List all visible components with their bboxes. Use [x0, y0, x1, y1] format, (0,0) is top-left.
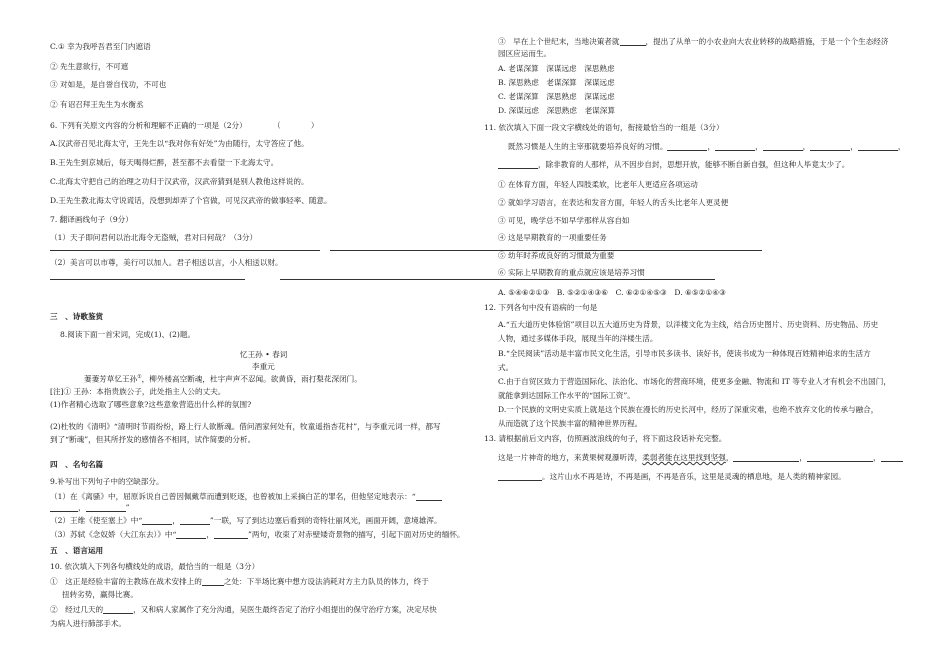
q6-option-c: C.北海太守把自己的治理之功归于汉武帝，汉武帝猜到是别人教他这样说的。 — [50, 177, 309, 186]
q9-part-1-cont: ， ” — [50, 503, 129, 512]
fill-blank[interactable] — [733, 453, 799, 462]
poem-author: 李重元 — [252, 362, 275, 371]
q11-option-4: ④ 这是早期教育的一项重要任务 — [498, 233, 607, 242]
q7-sentence-1: （1）天子即问君何以治北海令无盗贼，君对曰何哉？（3分） — [50, 233, 258, 242]
fill-blank[interactable] — [202, 577, 224, 586]
poem-text: 萋萋芳草忆王孙①，柳外楼高空断魂，杜宇声声不忍闻。欲黄昏，雨打梨花深闭门。 — [84, 374, 362, 384]
answer-line — [50, 279, 245, 280]
q9-part-3: （3）苏轼《念奴娇（大江东去）》中“ ， ”两句，收束了对赤壁矮奇景物的描写，引起下面对历史的缅怀。 — [50, 530, 465, 539]
q11-option-2: ② 就如学习语言，在表达和发音方面，年轻人的舌头比老年人更灵便 — [498, 198, 729, 207]
q11-option-3: ③ 可见，晚学总不如早学那样从容自如 — [498, 216, 630, 225]
q12-option-b-line2: 式。 — [498, 363, 514, 372]
question-8: 8.阅读下面一首宋词，完成(1)、(2)题。 — [60, 330, 196, 339]
q8-part-1: (1)作者精心选取了哪些意象?这些意象营造出什么样的氛围? — [50, 400, 252, 409]
q7-sentence-2: （2）美言可以市尊，美行可以加人。君子相送以言，小人相送以财。 — [50, 258, 283, 267]
q5-option-c-line2: ② 先生意欲行，不可遮 — [50, 62, 129, 71]
fill-blank[interactable] — [103, 605, 133, 614]
q5-option-c-line4: ② 有诏召拜王先生为水衡丞 — [50, 100, 144, 109]
fill-blank[interactable] — [86, 503, 126, 512]
fill-blank[interactable] — [715, 142, 755, 151]
q10-option-d: D. 深谋远虑 深思熟虑 老谋深算 — [498, 106, 615, 115]
answer-line — [280, 279, 715, 280]
q13-passage-1: 这是一片神奇的地方，来黄果树观瀑听涛，柔弱者能在这里找到坚强， ， ， — [498, 453, 903, 462]
q10-option-b: B. 深思熟虑 老谋深算 深谋远虑 — [498, 78, 615, 87]
q10-option-a: A. 老谋深算 深谋远虑 深思熟虑 — [498, 64, 615, 73]
q8-part-2-line2: 到了“断魂”，但其所抒发的感情各不相同，试作简要的分析。 — [50, 435, 256, 444]
q6-option-b: B.王先生到京城后，每天喝得烂醉，甚至都不去看望一下北海太守。 — [50, 158, 279, 167]
poem-note: [注]① 王孙：本指贵族公子，此处指主人公的丈夫。 — [50, 387, 226, 396]
q10-sentence-2: ② 经过几天的 ，又和病人家属作了充分沟通，吴医生最终否定了治疗小组提出的保守治疗方案，决定尽快 — [50, 605, 437, 614]
fill-blank[interactable] — [498, 472, 542, 481]
section-3-heading: 三 、诗歌鉴赏 — [50, 312, 104, 321]
question-11: 11. 依次填入下面一段文字横线处的语句，衔接最恰当的一组是（3分） — [484, 123, 724, 132]
q11-passage-1: 既然习惯是人生的主宰那就要培养良好的习惯。 ， ， ， ， ， — [508, 142, 906, 151]
fill-blank[interactable] — [416, 492, 442, 501]
fill-blank[interactable] — [214, 530, 248, 539]
answer-line — [50, 250, 320, 251]
question-13: 13. 请根据前后文内容，仿照画波浪线的句子，将下面这段话补充完整。 — [484, 434, 727, 443]
q10-option-c: C. 老谋深算 深思熟虑 深谋远虑 — [498, 92, 615, 101]
fill-blank[interactable] — [180, 516, 210, 525]
q11-option-1: ① 在体育方面，年轻人四肢柔软，比老年人更适应各项运动 — [498, 180, 698, 189]
q12-option-c-line2: 就能拿到达国际工作水平的“国际工资”。 — [498, 391, 635, 400]
fill-blank[interactable] — [881, 453, 903, 462]
q12-option-a-line2: 人物，通过多媒体手段，展现当年的洋楼生活。 — [498, 334, 658, 343]
wavy-underline-sentence: 柔弱者能在这里找到坚强 — [642, 453, 726, 462]
fill-blank[interactable] — [50, 503, 78, 512]
q10-sentence-3-cont: 园区应运而生。 — [498, 49, 552, 58]
q11-option-5: ⑤ 幼年时养成良好的习惯最为重要 — [498, 251, 615, 260]
question-12: 12. 下列各句中没有语病的一句是 — [484, 303, 598, 312]
poem-title: 忆王孙 • 春词 — [240, 350, 288, 359]
q12-option-b-line1: B.“全民阅读”活动是丰富市民文化生活，引导市民多读书、读好书，使读书成为一种体现百姓精神追求的生活方 — [498, 349, 871, 358]
question-6: 6. 下列有关原文内容的分析和理解不正确的一项是（2分） （ ） — [50, 121, 319, 130]
question-9: 9.补写出下列句子中的空缺部分。 — [50, 477, 164, 486]
fill-blank[interactable] — [498, 160, 538, 169]
q12-option-d-line1: D.一个民族的文明史实质上就是这个民族在漫长的历史长河中，经历了深重灾难，也绝不放弃文化的传承与融合， — [498, 405, 879, 414]
fill-blank[interactable] — [620, 37, 646, 46]
q13-passage-2: 。这片山水不再是诗，不再是画，不再是音乐，这里是灵魂的栖息地，是人类的精神家园。 — [498, 472, 846, 481]
fill-blank[interactable] — [810, 142, 850, 151]
q10-sentence-3: ③ 早在上个世纪末，当地决策者就 ，提出了从单一的小农业向大农业转移的战略措施，于是一个个生态经济 — [498, 37, 889, 46]
q5-option-c-line3: ③ 对如是，是自誉自伐功，不可也 — [50, 80, 167, 89]
q12-option-d-line2: 从而造就了这个民族丰富的精神世界历程。 — [498, 419, 643, 428]
q6-option-d: D.王先生教北海太守说谎话，没想到却弄了个官做，可见汉武帝的做事轻率、随意。 — [50, 196, 332, 205]
q10-sentence-1-cont: 扭转劣势，赢得比赛。 — [62, 590, 138, 599]
fill-blank[interactable] — [176, 530, 206, 539]
fill-blank[interactable] — [142, 516, 172, 525]
question-10: 10. 依次填入下列各句横线处的成语，最恰当的一组是（3分） — [50, 562, 260, 571]
q6-option-a: A.汉武帝召见北海太守，王先生以“我对你有好处”为由随行，太守答应了他。 — [50, 139, 309, 148]
q12-option-c-line1: C.由于自贸区致力于营造国际化、法治化、市场化的营商环境，使更多金融、物流和 IT 等专业人才有机会不出国门， — [498, 377, 891, 386]
q12-option-a-line1: A.“五大道历史体验馆”项目以五大道历史为背景，以洋楼文化为主线，结合历史图片、历史资料、历史物品、历史 — [498, 320, 879, 329]
q10-sentence-2-cont: 为病人进行肺部手术。 — [50, 619, 126, 628]
section-5-heading: 五 、语言运用 — [50, 546, 104, 555]
section-4-heading: 四 、名句名篇 — [50, 460, 104, 469]
question-7: 7. 翻译画线句子（9分） — [50, 215, 133, 224]
fill-blank[interactable] — [858, 142, 898, 151]
q8-part-2-line1: (2)杜牧的《清明》“清明时节雨纷纷，路上行人欲断魂。借问酒家何处有，牧童遥指杏花村”，与李重元词一样，都写 — [50, 422, 441, 431]
q11-option-6: ⑥ 实际上早期教育的重点就应该是培养习惯 — [498, 268, 645, 277]
fill-blank[interactable] — [763, 142, 803, 151]
q11-passage-2: ，除非教育的人那样，从不因步自封，思想开放，能够不断自新自强，但这种人毕竟太少了。 — [498, 160, 849, 169]
fill-blank[interactable] — [667, 142, 707, 151]
fill-blank[interactable] — [807, 453, 873, 462]
q10-sentence-1: ① 这正是经验丰富的主教练在战术安排上的 之处：下半场比赛中想方设法消耗对方主力队员的体力，终于 — [50, 577, 429, 586]
q9-part-2: （2）王维《使至塞上》中“ ， ”一联，写了到达边塞后看到的奇特壮丽风光，画面开阔，意境雄浑。 — [50, 516, 442, 525]
q9-part-1: （1）在《离骚》中，屈原诉说自己曾因佩戴草而遭到贬逐，也曾被加上采摘白芷的罪名，但他坚定地表示：“ — [50, 492, 442, 501]
q11-answers: A. ⑤④⑥②①③ B. ⑤②①④③⑥ C. ⑥②①④⑤③ D. ⑥⑤②①④③ — [498, 288, 726, 297]
q5-option-c-line1: C.① 幸为我呼吾君至门内遮语 — [50, 42, 151, 51]
